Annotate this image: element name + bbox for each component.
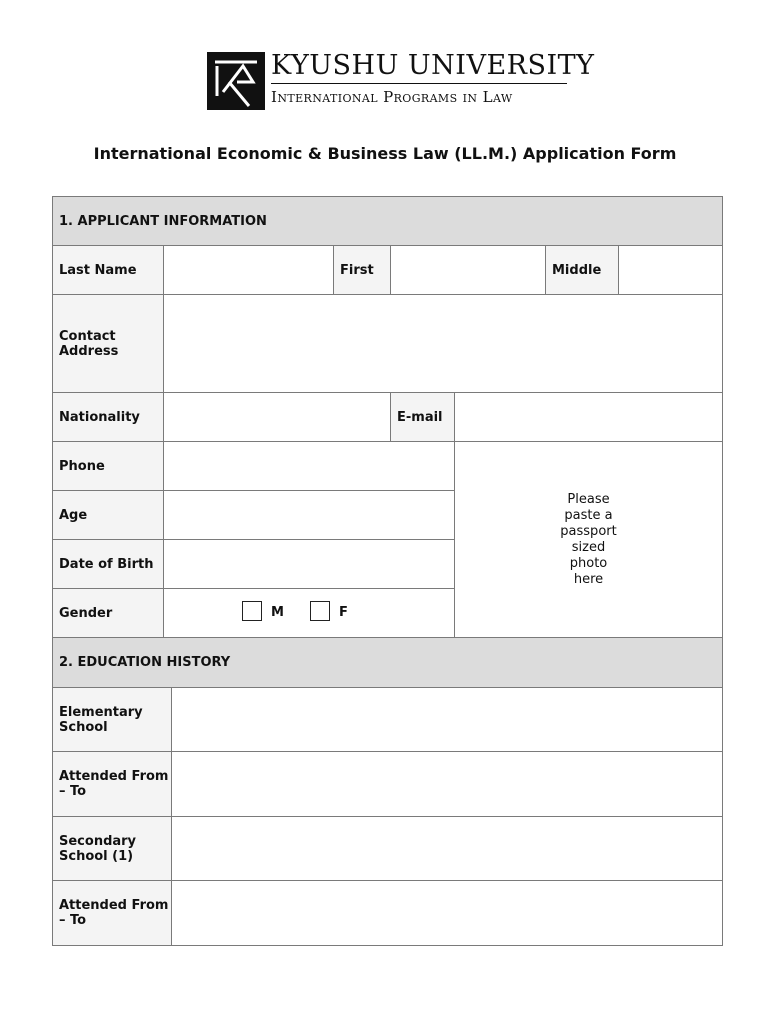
nationality-field[interactable] [164, 393, 391, 442]
first-name-label: First [334, 246, 391, 295]
photo-instruction: Please paste a passport sized photo here [560, 491, 617, 587]
last-name-field[interactable] [164, 246, 334, 295]
elementary-attended-field[interactable] [172, 752, 723, 817]
gender-male-label: M [271, 605, 284, 620]
secondary-attended-label: Attended From – To [53, 881, 172, 946]
elementary-attended-label: Attended From – To [53, 752, 172, 817]
elementary-school-field[interactable] [172, 688, 723, 752]
passport-photo-box[interactable] [455, 442, 723, 638]
kyushu-logo-mark-icon [207, 52, 265, 110]
date-of-birth-label: Date of Birth [53, 540, 164, 589]
date-of-birth-field[interactable] [164, 540, 455, 589]
secondary-school-field[interactable] [172, 817, 723, 881]
email-field[interactable] [455, 393, 723, 442]
middle-name-label: Middle [546, 246, 619, 295]
secondary-attended-field[interactable] [172, 881, 723, 946]
middle-name-field[interactable] [619, 246, 723, 295]
phone-field[interactable] [164, 442, 455, 491]
gender-label: Gender [53, 589, 164, 638]
logo-divider [271, 83, 567, 84]
elementary-school-label: Elementary School [53, 688, 172, 752]
age-field[interactable] [164, 491, 455, 540]
application-form-table [52, 196, 723, 946]
first-name-field[interactable] [391, 246, 546, 295]
phone-label: Phone [53, 442, 164, 491]
section-applicant-information: 1. APPLICANT INFORMATION [53, 197, 723, 246]
age-label: Age [53, 491, 164, 540]
nationality-label: Nationality [53, 393, 164, 442]
gender-female-label: F [339, 605, 348, 620]
form-title: International Economic & Business Law (LL.M.) Application Form [93, 144, 677, 163]
gender-field [164, 589, 455, 638]
contact-address-field[interactable] [164, 295, 723, 393]
contact-address-label: Contact Address [53, 295, 164, 393]
university-name: KYUSHU UNIVERSITY [271, 50, 595, 81]
program-name: International Programs in Law [271, 88, 513, 106]
university-logo [207, 50, 595, 112]
gender-female-checkbox[interactable] [310, 601, 330, 621]
secondary-school-label: Secondary School (1) [53, 817, 172, 881]
email-label: E-mail [391, 393, 455, 442]
gender-male-checkbox[interactable] [242, 601, 262, 621]
section-education-history: 2. EDUCATION HISTORY [53, 638, 723, 688]
last-name-label: Last Name [53, 246, 164, 295]
